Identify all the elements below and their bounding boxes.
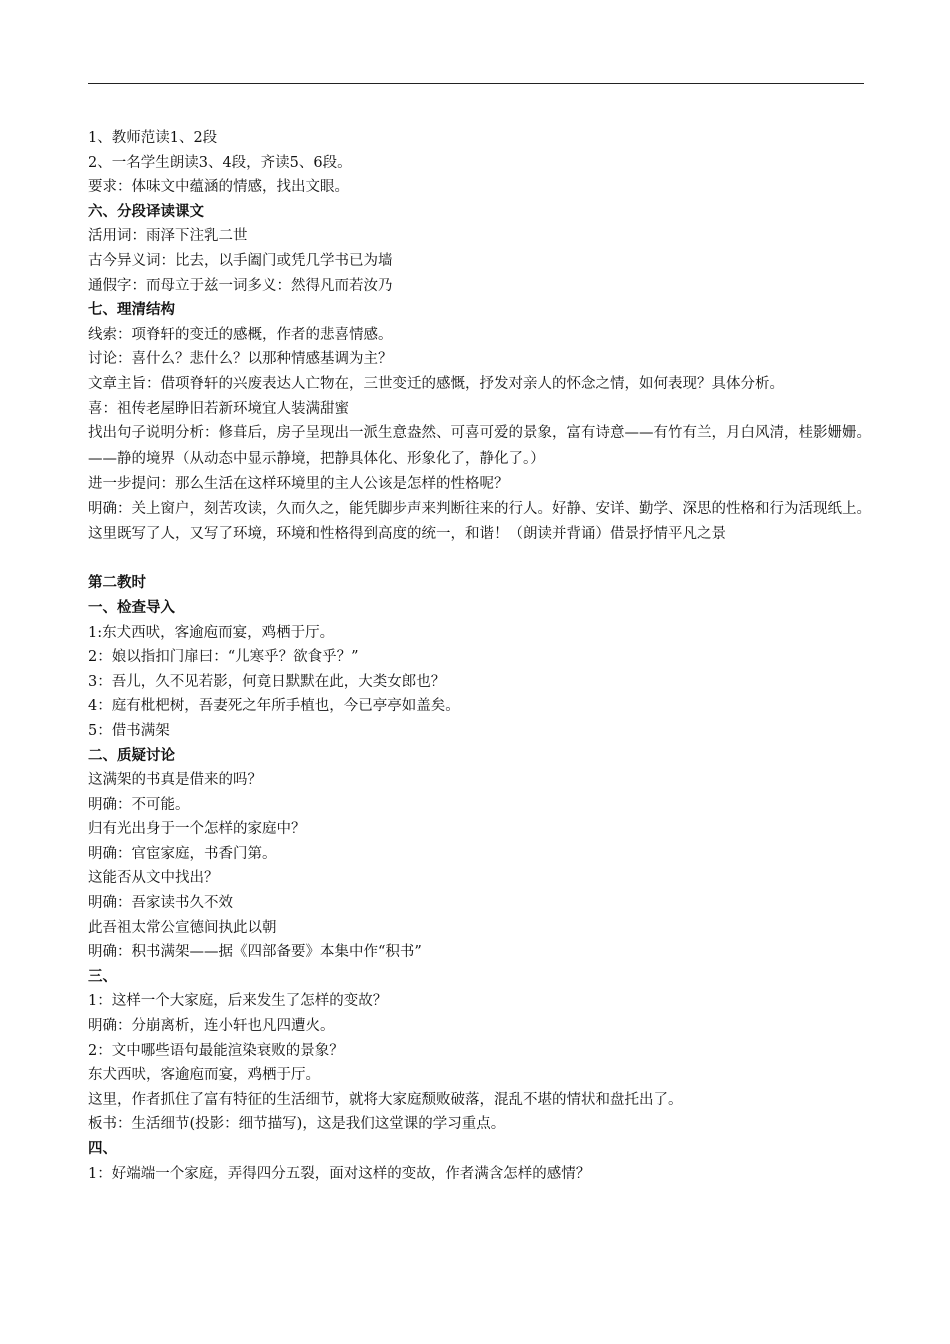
text-line: 古今异义词：比去，以手阖门或凭几学书已为墙 xyxy=(88,252,393,269)
text-line: 此吾祖太常公宣德间执此以朝 xyxy=(88,919,277,936)
text-line: 活用词：雨泽下注乳二世 xyxy=(88,228,248,245)
text-line: 明确：积书满架——据《四部备要》本集中作“积书” xyxy=(88,944,422,961)
text-line: 2：文中哪些语句最能渲染衰败的景象？ xyxy=(88,1042,344,1059)
text-line: 明确：分崩离析，连小轩也凡四遭火。 xyxy=(88,1018,335,1035)
text-line: 4：庭有枇杷树，吾妻死之年所手植也，今已亭亭如盖矣。 xyxy=(88,698,460,715)
text-line: 通假字：而母立于兹一词多义：然得凡而若汝乃 xyxy=(88,277,393,294)
text-line: 这能否从文中找出？ xyxy=(88,870,219,887)
blank-line xyxy=(88,547,878,571)
text-line: 1：这样一个大家庭，后来发生了怎样的变故？ xyxy=(88,993,388,1010)
text-line: 归有光出身于一个怎样的家庭中？ xyxy=(88,821,306,838)
section-heading: 第二教时 xyxy=(88,574,146,592)
text-line: 喜：祖传老屋睁旧若新环境宜人装满甜蜜 xyxy=(88,400,349,417)
section-heading: 二、质疑讨论 xyxy=(88,746,175,764)
section-heading: 七、理清结构 xyxy=(88,301,175,319)
text-line: 3：吾儿，久不见若影，何竟日默默在此，大类女郎也？ xyxy=(88,673,446,690)
section-heading: 六、分段译读课文 xyxy=(88,202,204,220)
text-line: 这里，作者抓住了富有特征的生活细节，就将大家庭颓败破落，混乱不堪的情状和盘托出了。 xyxy=(88,1091,683,1108)
text-line: 文章主旨：借项脊轩的兴废表达人亡物在，三世变迁的感慨，抒发对亲人的怀念之情，如何表现？具体分析。 xyxy=(88,375,784,392)
text-line: 讨论：喜什么？悲什么？以那种情感基调为主？ xyxy=(88,351,393,368)
text-line: 要求：体味文中蕴涵的情感，找出文眼。 xyxy=(88,179,349,196)
text-line: 这满架的书真是借来的吗？ xyxy=(88,772,262,789)
text-line: 进一步提问：那么生活在这样环境里的主人公该是怎样的性格呢？ xyxy=(88,475,509,492)
text-line: 明确：不可能。 xyxy=(88,796,190,813)
text-line: 找出句子说明分析：修葺后，房子呈现出一派生意盎然、可喜可爱的景象，富有诗意——有竹有兰，月白风清，桂影姗姗。——静的境界（从动态中显示静境，把静具体化、形象化了，静化了。） xyxy=(88,425,871,467)
header-rule xyxy=(88,83,864,84)
text-line: 5：借书满架 xyxy=(88,722,170,739)
section-heading: 四、 xyxy=(88,1140,117,1157)
document-body xyxy=(88,126,878,1186)
text-line: 明确：关上窗户，刻苦攻读，久而久之，能凭脚步声来判断往来的行人。好静、安详、勤学、深思的性格和行为活现纸上。这里既写了人，又写了环境，环境和性格得到高度的统一，和谐！（朗读并背诵）借景抒情平凡之景 xyxy=(88,500,871,542)
text-line: 东犬西吠，客逾庖而宴，鸡栖于厅。 xyxy=(88,1067,320,1084)
text-line: 线索：项脊轩的变迁的感概，作者的悲喜情感。 xyxy=(88,326,393,343)
text-line: 1:东犬西吠，客逾庖而宴，鸡栖于厅。 xyxy=(88,624,335,641)
text-line: 2、一名学生朗读3、4段，齐读5、6段。 xyxy=(88,154,352,171)
section-heading: 三、 xyxy=(88,967,117,985)
text-line: 1、教师范读1、2段 xyxy=(88,130,218,146)
section-heading: 一、检查导入 xyxy=(88,598,175,616)
text-line: 2：娘以指扣门扉曰：“儿寒乎？欲食乎？” xyxy=(88,649,359,666)
text-line: 板书：生活细节(投影：细节描写)，这是我们这堂课的学习重点。 xyxy=(88,1116,506,1133)
text-line: 1：好端端一个家庭，弄得四分五裂，面对这样的变故，作者满含怎样的感情？ xyxy=(88,1165,591,1182)
text-line: 明确：吾家读书久不效 xyxy=(88,895,233,912)
text-line: 明确：官宦家庭，书香门第。 xyxy=(88,845,277,862)
